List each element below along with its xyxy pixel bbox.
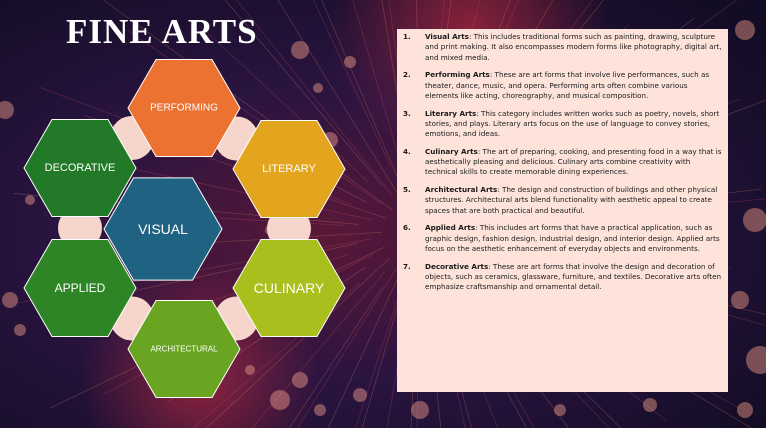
hexagon-label-performing: PERFORMING — [150, 102, 218, 114]
item-term: Visual Arts — [425, 32, 469, 41]
hexagon-label-literary: LITERARY — [262, 163, 316, 175]
description-item — [403, 262, 722, 293]
item-number: 3. — [403, 108, 411, 118]
item-text: : These are art forms that involve the design and decoration of objects, such as ceramics, glassware, furniture, and textiles. Decorative arts often emphasize craftsmanship and ornamental detail. — [425, 261, 722, 292]
item-number: 2. — [403, 70, 411, 80]
hexagon-label-applied: APPLIED — [54, 281, 106, 295]
item-term: Performing Arts — [425, 70, 490, 80]
item-number: 1. — [403, 32, 411, 41]
item-text: : These are art forms that involve live performances, such as theater, dance, music, and opera. Performing arts often combine various elements like acting, choreography, and musical composition. — [425, 70, 710, 100]
item-term: Literary Arts — [425, 108, 477, 118]
page-title: FINE ARTS — [66, 12, 258, 51]
item-text: : This includes traditional forms such as painting, drawing, sculpture and print making. It also encompasses modern forms like photography, digital art, and mixed media. — [425, 32, 722, 62]
hexagon-label-visual: VISUAL — [138, 221, 188, 237]
description-item — [403, 147, 722, 178]
descriptions-list — [403, 32, 722, 293]
item-text: : The art of preparing, cooking, and presenting food in a way that is aesthetically pleasing and delicious. Culinary arts combine creativity with technical skills to create memorable dining experiences. — [425, 146, 722, 177]
descriptions-panel — [397, 29, 728, 392]
description-item — [403, 185, 722, 216]
description-item — [403, 32, 722, 63]
item-term: Architectural Arts — [425, 185, 498, 195]
description-item — [403, 70, 722, 101]
item-term: Culinary Arts — [425, 146, 478, 156]
description-item — [403, 223, 722, 254]
item-term: Applied Arts — [425, 223, 476, 233]
item-number: 5. — [403, 185, 411, 195]
item-text: : This category includes written works such as poetry, novels, short stories, and plays. Literary arts focus on the use of language to convey stories, emotions, and ideas. — [425, 108, 720, 139]
item-number: 6. — [403, 223, 411, 233]
description-item — [403, 109, 722, 140]
hexagon-label-decorative: DECORATIVE — [44, 162, 116, 174]
item-term: Decorative Arts — [425, 261, 489, 271]
item-number: 7. — [403, 261, 411, 271]
hexagon-label-culinary: CULINARY — [253, 280, 325, 296]
item-text: : This includes art forms that have a practical application, such as graphic design, fashion design, industrial design, and interior design. Applied arts focus on the aesthetic enhancement of everyday objects and environments. — [425, 223, 720, 253]
item-number: 4. — [403, 146, 411, 156]
hexagon-label-architectural: ARCHITECTURAL — [150, 344, 218, 354]
item-text: : The design and construction of buildings and other physical structures. Architectural arts blend functionality with aesthetic appeal to create spaces that are both practical and beautiful. — [425, 185, 718, 215]
